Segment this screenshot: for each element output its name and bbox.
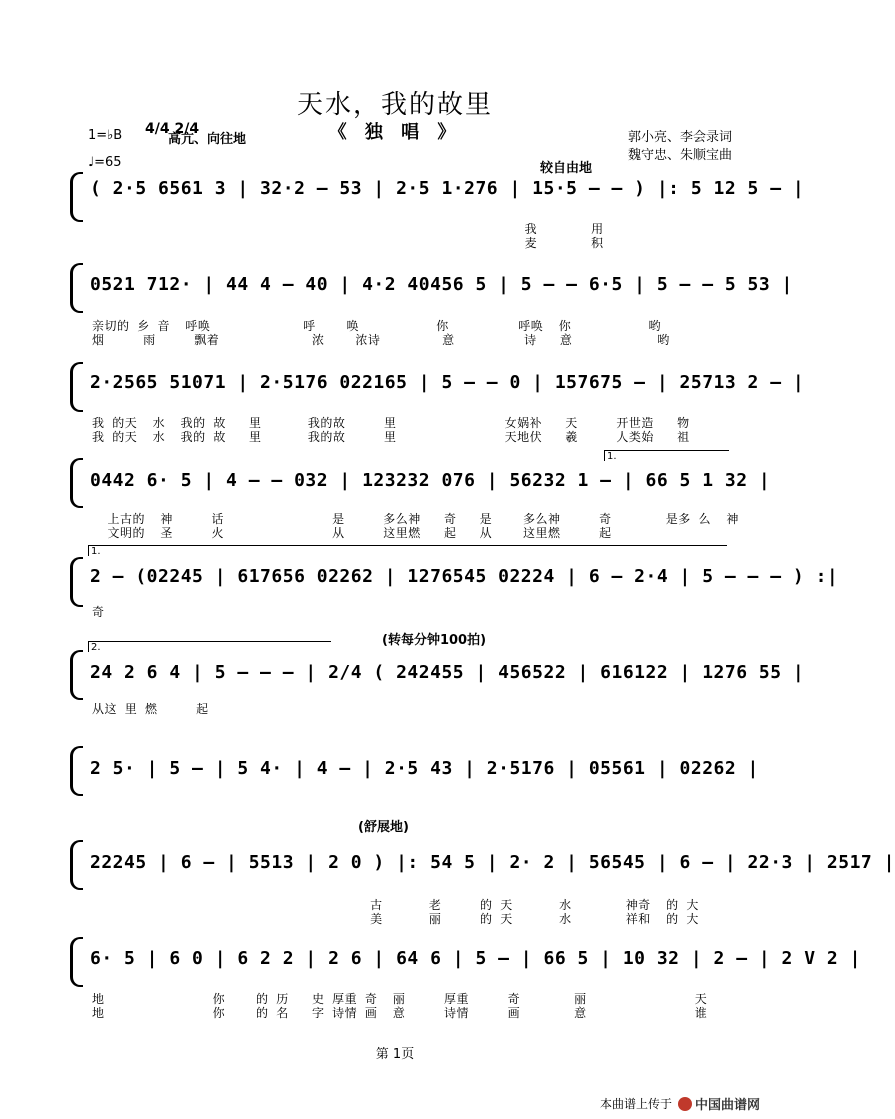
volta-bracket-1: 1. [604,450,729,461]
lyrics-line-3a: 我 的天 水 我的 故 里 我的故 里 女娲补 天 开世造 物 [92,416,690,430]
site-footer [600,1094,760,1113]
lyrics-line-1b: 麦 积 [92,236,604,250]
volta-bracket-2: 2. [88,641,331,652]
lyrics-line-2b: 烟 雨 飘着 浓 浓诗 意 诗 意 哟 [92,333,670,347]
notation-line-1: ( 2·5 6561 3 | 32·2 – 53 | 2·5 1·276 | 15·5 – – ) |: 5 12 5 – | [90,178,805,199]
performance-style: 高亢、向往地 [168,132,247,147]
expression-mark-free: 较自由地 [540,161,593,176]
lyrics-line-8a: 古 老 的 天 水 神奇 的 大 [92,898,699,912]
system-brace [70,172,83,222]
song-title: 天水，我的故里 [296,90,493,120]
system-brace [70,650,83,700]
system-brace [70,557,83,607]
notation-line-8: 22245 | 6 – | 5513 | 2 0 ) |: 54 5 | 2· 2 | 56545 | 6 – | 22·3 | 2517 | [90,852,895,873]
lyricist-credit: 郭小亮、李会录词 [627,130,732,145]
notation-line-5: 2 – (02245 | 617656 02262 | 1276545 02224 | 6 – 2·4 | 5 – – – ) :| [90,566,839,587]
system-brace [70,458,83,508]
time-signature: 4/4 2/4 [145,121,200,137]
expression-mark-expansive: (舒展地) [358,820,409,835]
volta-bracket-1b: 1. [88,545,727,556]
key-signature: 1=♭B [88,128,123,143]
notation-line-3: 2·2565 51071 | 2·5176 022165 | 5 – – 0 | 157675 – | 25713 2 – | [90,372,805,393]
page-number: 第 1页 [375,1047,415,1062]
system-brace [70,263,83,313]
song-subtitle: 《 独 唱 》 [328,122,462,143]
system-brace [70,362,83,412]
upload-label: 本曲谱上传于 [599,1097,672,1111]
lyrics-line-6a: 从这 里 燃 起 [92,702,209,716]
notation-line-6: 24 2 6 4 | 5 – – – | 2/4 ( 242455 | 456522 | 616122 | 1276 55 | [90,662,805,683]
lyrics-line-9a: 地 你 的 历 史 厚重 奇 丽 厚重 奇 丽 天 [92,992,708,1006]
site-name: 中国曲谱网 [694,1098,760,1113]
system-brace [70,746,83,796]
site-logo-icon [678,1097,692,1111]
notation-line-7: 2 5· | 5 – | 5 4· | 4 – | 2·5 43 | 2·5176 | 05561 | 02262 | [90,758,759,779]
notation-line-2: 0521 712· | 44 4 – 40 | 4·2 40456 5 | 5 – – 6·5 | 5 – – 5 53 | [90,274,793,295]
lyrics-line-4a: 上古的 神 话 是 多么神 奇 是 多么神 奇 是多 么 神 [92,512,739,526]
lyrics-line-9b: 地 你 的 名 字 诗情 画 意 诗情 画 意 谁 [92,1006,708,1020]
lyrics-line-5a: 奇 [92,605,105,619]
system-brace [70,937,83,987]
lyrics-line-2a: 亲切的 乡 音 呼唤 呼 唤 你 呼唤 你 哟 [92,319,661,333]
lyrics-line-3b: 我 的天 水 我的 故 里 我的故 里 天地伏 羲 人类始 祖 [92,430,690,444]
notation-line-9: 6· 5 | 6 0 | 6 2 2 | 2 6 | 64 6 | 5 – | 66 5 | 10 32 | 2 – | 2 V 2 | [90,948,861,969]
notation-line-4: 0442 6· 5 | 4 – – 032 | 123232 076 | 56232 1 – | 66 5 1 32 | [90,470,771,491]
site-logo[interactable] [678,1094,760,1113]
lyrics-line-1a: 我 用 [92,222,604,236]
system-brace [70,840,83,890]
composer-credit: 魏守忠、朱顺宝曲 [627,148,732,163]
tempo-marking: ♩=65 [88,155,122,170]
expression-mark-tempo-change: (转每分钟100拍) [382,633,487,648]
lyrics-line-4b: 文明的 圣 火 从 这里燃 起 从 这里燃 起 [92,526,612,540]
lyrics-line-8b: 美 丽 的 天 水 祥和 的 大 [92,912,699,926]
